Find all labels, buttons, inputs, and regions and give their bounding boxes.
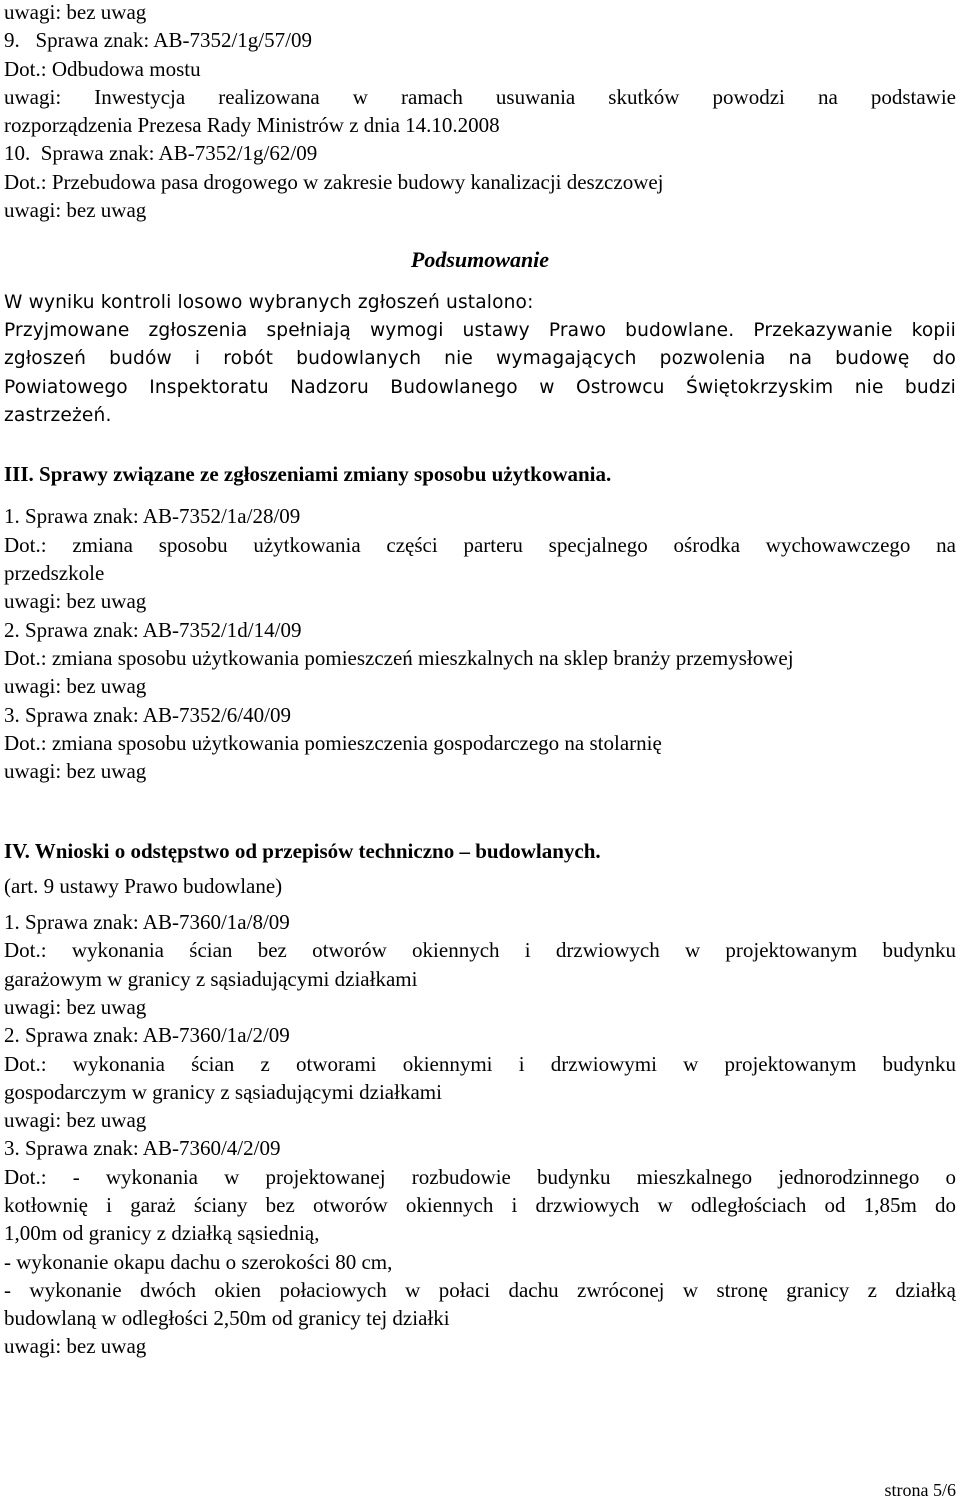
case-subject-continued: kotłownię i garaż ściany bez otworów okiennych i drzwiowych w odległościach od 1,85m do bbox=[4, 1192, 956, 1217]
case-subject-continued: - wykonanie okapu dachu o szerokości 80 cm, bbox=[4, 1249, 393, 1274]
case-subject-continued: garażowym w granicy z sąsiadującymi działkami bbox=[4, 966, 418, 991]
remarks-line: uwagi: bez uwag bbox=[4, 589, 147, 614]
summary-intro: W wyniku kontroli losowo wybranych zgłoszeń ustalono: bbox=[4, 291, 534, 313]
remarks-line: uwagi: bez uwag bbox=[4, 994, 147, 1019]
summary-paragraph-line: zastrzeżeń. bbox=[4, 404, 112, 426]
case-subject: Dot.: wykonania ścian z otworami okiennymi i drzwiowymi w projektowanym budynku bbox=[4, 1051, 956, 1076]
case-subject-continued: - wykonanie dwóch okien połaciowych w połaci dachu zwróconej w stronę granicy z działką bbox=[4, 1277, 956, 1302]
case-reference bbox=[4, 139, 956, 167]
case-subject: Dot.: zmiana sposobu użytkowania pomieszczeń mieszkalnych na sklep branży przemysłowej bbox=[4, 645, 794, 670]
remarks-line: uwagi: bez uwag bbox=[4, 759, 147, 784]
remarks-line: uwagi: bez uwag bbox=[4, 674, 147, 699]
section-heading: III. Sprawy związane ze zgłoszeniami zmiany sposobu użytkowania. bbox=[4, 462, 612, 487]
case-signature: Sprawa znak: AB-7352/1g/57/09 bbox=[35, 28, 312, 53]
case-signature: Sprawa znak: AB-7352/1g/62/09 bbox=[40, 141, 318, 166]
case-number: 9. bbox=[4, 28, 20, 53]
remarks-line: uwagi: Inwestycja realizowana w ramach usuwania skutków powodzi na podstawie bbox=[4, 84, 956, 109]
remarks-line: uwagi: bez uwag bbox=[4, 1334, 147, 1359]
case-reference: 1. Sprawa znak: AB-7352/1a/28/09 bbox=[4, 504, 301, 529]
section-heading: IV. Wnioski o odstępstwo od przepisów techniczno – budowlanych. bbox=[4, 839, 601, 864]
case-subject: Dot.: Przebudowa pasa drogowego w zakresie budowy kanalizacji deszczowej bbox=[4, 169, 664, 194]
summary-paragraph-line: Przyjmowane zgłoszenia spełniają wymogi ustawy Prawo budowlane. Przekazywanie kopii bbox=[4, 319, 956, 341]
case-subject-continued: gospodarczym w granicy z sąsiadującymi działkami bbox=[4, 1079, 442, 1104]
remarks-line: uwagi: bez uwag bbox=[4, 198, 147, 223]
case-reference: 3. Sprawa znak: AB-7352/6/40/09 bbox=[4, 702, 291, 727]
remarks-line: uwagi: bez uwag bbox=[4, 1108, 147, 1133]
document-page bbox=[4, 0, 956, 1361]
case-subject-continued: 1,00m od granicy z działką sąsiednią, bbox=[4, 1221, 320, 1246]
case-reference: 3. Sprawa znak: AB-7360/4/2/09 bbox=[4, 1136, 281, 1161]
case-subject: Dot.: - wykonania w projektowanej rozbudowie budynku mieszkalnego jednorodzinnego o bbox=[4, 1164, 956, 1189]
case-subject: Dot.: wykonania ścian bez otworów okiennych i drzwiowych w projektowanym budynku bbox=[4, 938, 956, 963]
case-number: 10. bbox=[4, 141, 31, 166]
case-reference: 1. Sprawa znak: AB-7360/1a/8/09 bbox=[4, 910, 290, 935]
case-subject: Dot.: zmiana sposobu użytkowania pomieszczenia gospodarczego na stolarnię bbox=[4, 730, 662, 755]
remarks-line: uwagi: bez uwag bbox=[4, 0, 147, 24]
case-reference: 2. Sprawa znak: AB-7352/1d/14/09 bbox=[4, 617, 302, 642]
page-number: strona 5/6 bbox=[884, 1480, 956, 1500]
summary-paragraph-line: Powiatowego Inspektoratu Nadzoru Budowlanego w Ostrowcu Świętokrzyskim nie budzi bbox=[4, 376, 956, 398]
section-subheading: (art. 9 ustawy Prawo budowlane) bbox=[4, 873, 283, 898]
case-reference: 2. Sprawa znak: AB-7360/1a/2/09 bbox=[4, 1023, 290, 1048]
remarks-line-continued: rozporządzenia Prezesa Rady Ministrów z dnia 14.10.2008 bbox=[4, 113, 500, 138]
case-subject-continued: budowlaną w odległości 2,50m od granicy tej działki bbox=[4, 1306, 450, 1331]
summary-paragraph-line: zgłoszeń budów i robót budowlanych nie wymagających pozwolenia na budowę do bbox=[4, 348, 956, 370]
summary-title: Podsumowanie bbox=[410, 247, 550, 273]
case-subject-continued: przedszkole bbox=[4, 561, 105, 586]
case-reference bbox=[4, 26, 956, 54]
case-subject: Dot.: zmiana sposobu użytkowania części parteru specjalnego ośrodka wychowawczego na bbox=[4, 532, 956, 557]
case-subject: Dot.: Odbudowa mostu bbox=[4, 56, 201, 81]
